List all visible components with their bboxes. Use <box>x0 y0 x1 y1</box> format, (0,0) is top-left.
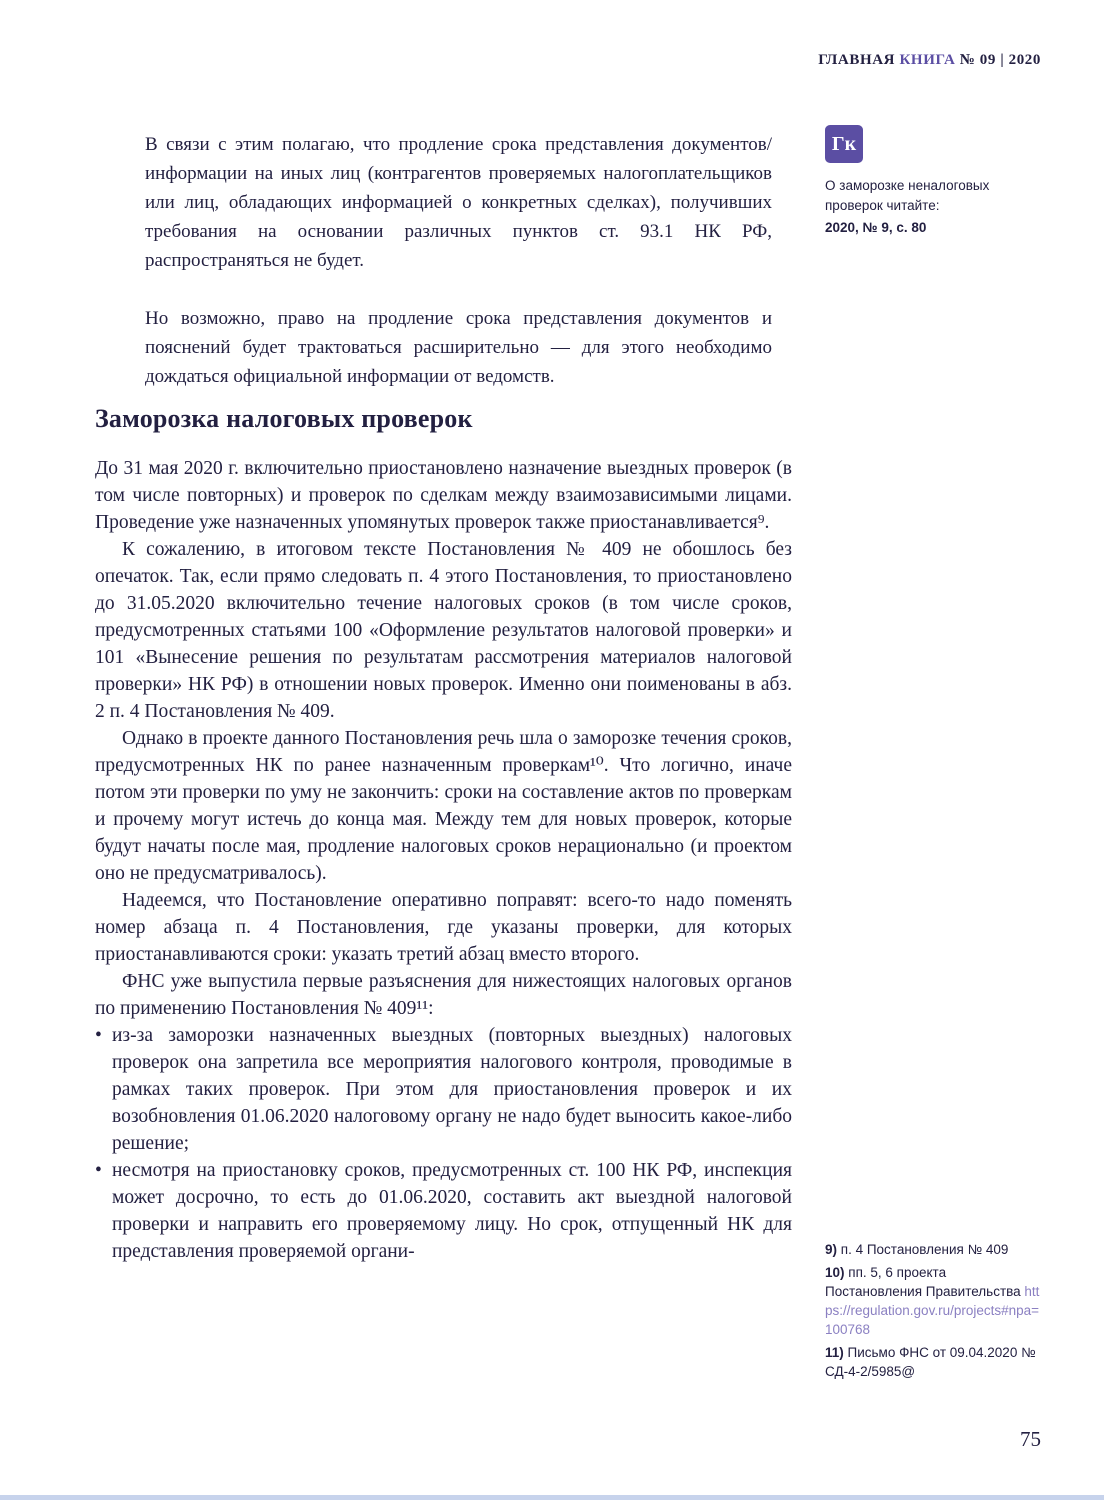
gk-logo-icon: Гк <box>825 125 863 163</box>
paragraph: Надеемся, что Постановление оперативно поправят: всего-то надо поменять номер абзаца п. 4 Постановления, где указаны проверки, для которых приостанавливаются сроки: указать третий абзац вместо второго. <box>95 890 792 965</box>
footnote-11 <box>825 1343 1045 1381</box>
brand-name: ГЛАВНАЯ <box>818 52 900 68</box>
footnote-text: п. 4 Постановления № 409 <box>837 1242 1009 1257</box>
footnotes-block <box>825 1240 1045 1385</box>
paragraph: Но возможно, право на продление срока представления документов и пояснений будет трактоваться расширительно — для этого необходимо дождаться официальной информации от ведомств. <box>145 308 772 387</box>
bullet-list <box>95 1022 792 1265</box>
paragraph: К сожалению, в итоговом тексте Постановления № 409 не обошлось без опечаток. Так, если прямо следовать п. 4 этого Постановления, то приостановлено до 31.05.2020 включительно течение налоговых сроков (в том числе сроков, предусмотренных статьями 100 «Оформление результатов налоговой проверки» и 101 «Вынесение решения по результатам рассмотрения материалов налоговой проверки» НК РФ) в отношении новых проверок. Именно они поименованы в абз. 2 п. 4 Постановления № 409. <box>95 539 792 722</box>
regulation-link[interactable]: https://regulation.gov.ru/projects#npa=100768 <box>825 1284 1040 1337</box>
page-edge-decoration <box>0 1495 1104 1500</box>
margin-note <box>825 125 1037 238</box>
footnote-text: Письмо ФНС от 09.04.2020 № СД-4-2/5985@ <box>825 1345 1036 1379</box>
footnote-number: 10) <box>825 1265 845 1280</box>
brand-name-accent: КНИГА <box>899 52 956 68</box>
footnote-number: 11) <box>825 1345 844 1360</box>
margin-note-text: О заморозке неналоговых проверок читайте: <box>825 178 990 213</box>
intro-block <box>145 130 772 391</box>
section-heading: Заморозка налоговых проверок <box>95 404 473 433</box>
footnote-10 <box>825 1263 1045 1339</box>
list-item: • несмотря на приостановку сроков, предусмотренных ст. 100 НК РФ, инспекция может досрочно, то есть до 01.06.2020, составить акт выездной налоговой проверки и направить его проверяемому лицу. Но срок, отпущенный НК для представления проверяемой органи- <box>95 1157 792 1265</box>
list-item: • из-за заморозки назначенных выездных (повторных выездных) налоговых проверок она запретила все мероприятия налогового контроля, проводимые в рамках таких проверок. При этом для приостановления проверок и их возобновления 01.06.2020 налоговому органу не надо будет выносить какое-либо решение; <box>95 1022 792 1157</box>
footnote-number: 9) <box>825 1242 838 1257</box>
footnote-9 <box>825 1240 1045 1259</box>
margin-note-reference: 2020, № 9, с. 80 <box>825 220 927 235</box>
page-header <box>818 52 1041 69</box>
page-number: 75 <box>1020 1427 1041 1451</box>
paragraph: В связи с этим полагаю, что продление срока представления документов/информации на иных лиц (контрагентов проверяемых налогоплательщиков или лиц, обладающих информацией о конкретных сделках), получивших требования на основании различных пунктов ст. 93.1 НК РФ, распространяться не будет. <box>145 134 772 271</box>
paragraph: До 31 мая 2020 г. включительно приостановлено назначение выездных проверок (в том числе повторных) и проверок по сделкам между взаимозависимыми лицами. Проведение уже назначенных упомянутых проверок также приостанавливается⁹. <box>95 458 792 533</box>
footnote-text: пп. 5, 6 проекта Постановления Правительства <box>825 1265 1025 1299</box>
article-body <box>95 404 792 1265</box>
issue-number: № 09 | 2020 <box>955 52 1041 68</box>
paragraph: Однако в проекте данного Постановления речь шла о заморозке течения сроков, предусмотренных НК по ранее назначенным проверкам¹⁰. Что логично, иначе потом эти проверки по уму не закончить: сроки на составление актов по проверкам и прочему могут истечь до конца мая. Между тем для новых проверок, которые будут начаты после мая, продление налоговых сроков нерационально (и проектом оно не предусматривалось). <box>95 728 792 884</box>
paragraph: ФНС уже выпустила первые разъяснения для нижестоящих налоговых органов по применению Постановления № 409¹¹: <box>95 971 792 1019</box>
